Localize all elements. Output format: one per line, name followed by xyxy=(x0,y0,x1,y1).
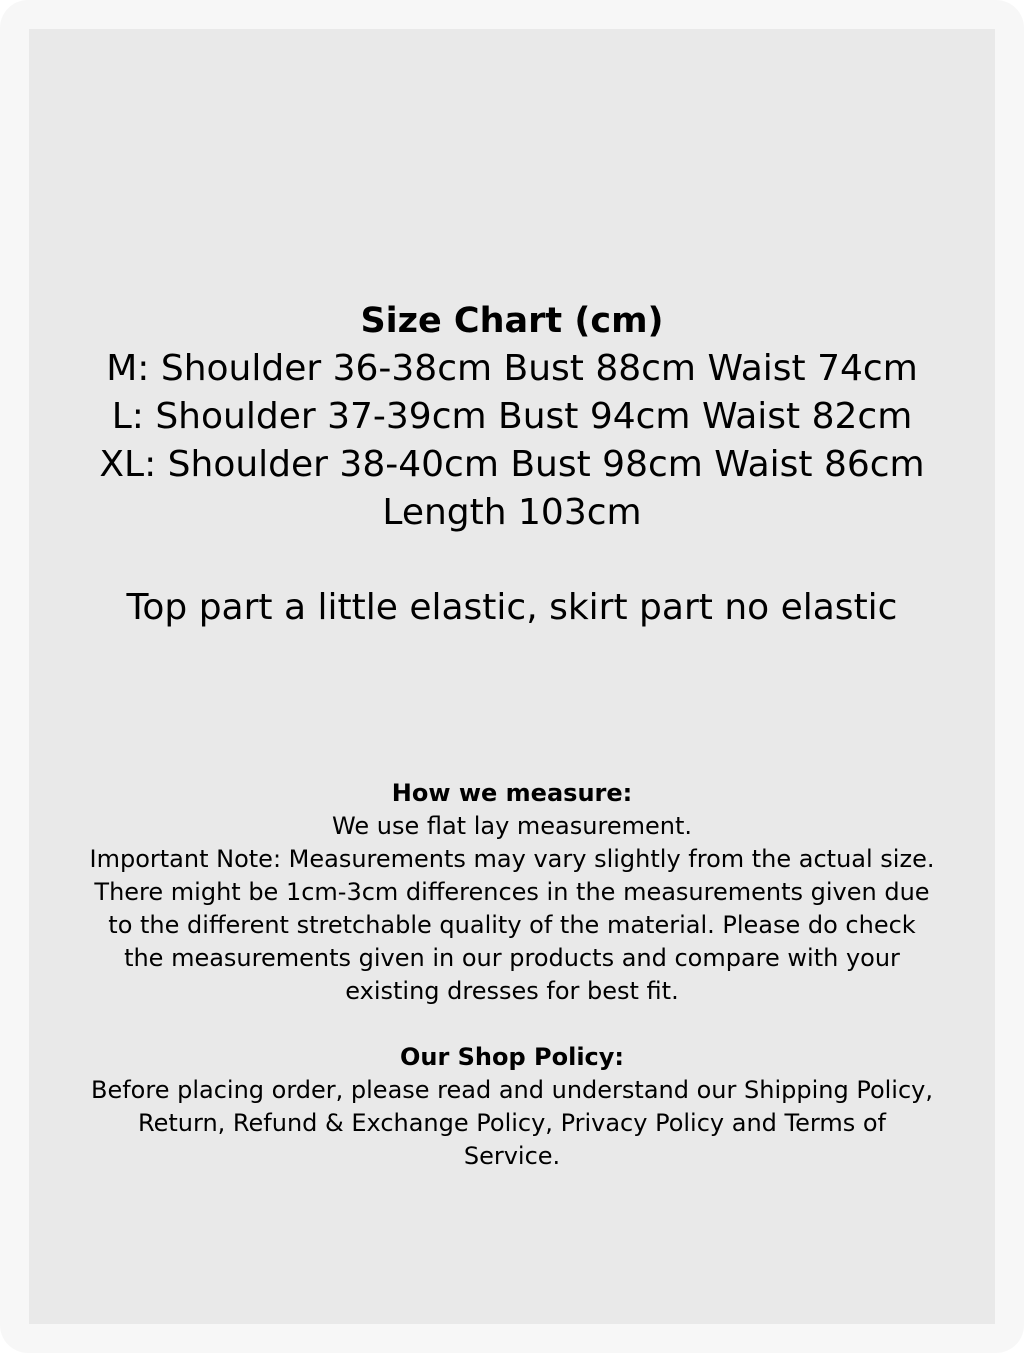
info-section xyxy=(89,777,935,1173)
size-line-xl: XL: Shoulder 38-40cm Bust 98cm Waist 86cm xyxy=(99,444,925,485)
size-line-l: L: Shoulder 37-39cm Bust 94cm Waist 82cm xyxy=(111,396,913,437)
content-panel xyxy=(29,29,995,1324)
size-chart-title: Size Chart (cm) xyxy=(360,301,664,341)
section-spacer xyxy=(89,1008,935,1041)
size-line-m: M: Shoulder 36-38cm Bust 88cm Waist 74cm xyxy=(106,348,918,389)
elastic-note: Top part a little elastic, skirt part no elastic xyxy=(126,587,898,628)
measure-heading: How we measure: xyxy=(391,779,633,807)
policy-text: Before placing order, please read and understand our Shipping Policy, Return, Refund & Exchange Policy, Privacy Policy and Terms of Service. xyxy=(91,1076,933,1170)
size-chart xyxy=(29,297,995,537)
size-line-length: Length 103cm xyxy=(382,492,642,533)
policy-heading: Our Shop Policy: xyxy=(399,1043,625,1071)
measure-note: Important Note: Measurements may vary slightly from the actual size. There might be 1cm-3cm differences in the measurements given due to the different stretchable quality of the material. Please do check the measurements given in our products and compare with your existing dresses for best fit. xyxy=(89,845,935,1005)
measure-method: We use flat lay measurement. xyxy=(332,812,692,840)
